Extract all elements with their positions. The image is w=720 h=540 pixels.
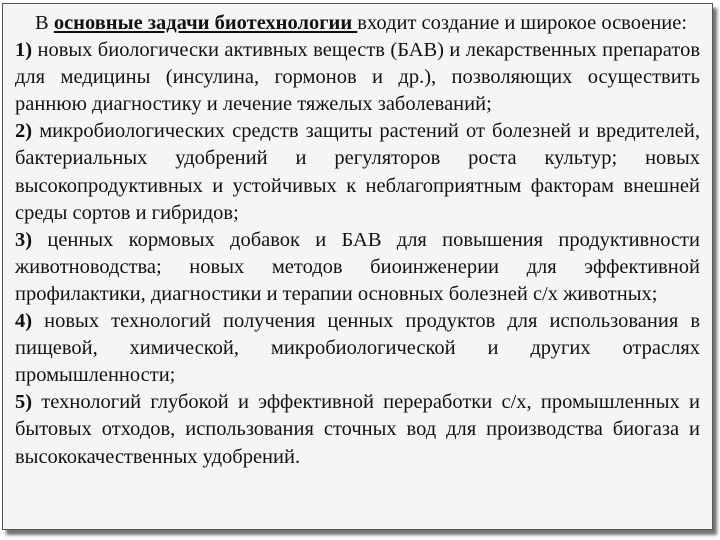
item-number: 4) [15, 310, 33, 333]
body-text [15, 10, 700, 471]
text-frame [2, 3, 713, 530]
item-text: новых технологий получения ценных продуктов для использования в пищевой, химической, микробиологической и других отраслях промышленности; [15, 310, 700, 387]
item-text: микробиологических средств защиты растений от болезней и вредителей, бактериальных удобрений и регуляторов роста культур; новых высокопродуктивных и устойчивых к неблагоприятным факторам внешней среды сортов и гибридов; [15, 120, 700, 224]
item-number: 2) [15, 120, 33, 143]
list-item-2 [15, 118, 700, 226]
list-item-3 [15, 227, 700, 308]
intro-paragraph [15, 10, 700, 37]
item-number: 1) [15, 39, 33, 62]
item-number: 5) [15, 391, 33, 414]
list-item-5 [15, 389, 700, 470]
intro-lead: В [35, 12, 54, 34]
item-number: 3) [15, 228, 33, 251]
item-text: новых биологически активных веществ (БАВ) и лекарственных препаратов для медицины (инсулина, гормонов и др.), позволяющих осуществить раннюю диагностику и лечение тяжелых заболеваний; [15, 39, 700, 116]
item-text: технологий глубокой и эффективной переработки с/х, промышленных и бытовых отходов, использования сточных вод для производства биогаза и высококачественных удобрений. [15, 391, 700, 468]
item-text: ценных кормовых добавок и БАВ для повышения продуктивности животноводства; новых методов биоинженерии для эффективной профилактики, диагностики и терапии основных болезней с/х животных; [15, 228, 700, 305]
list-item-1 [15, 37, 700, 118]
list-item-4 [15, 308, 700, 389]
intro-highlight: основные задачи биотехнологии [53, 12, 358, 34]
intro-rest: входит создание и широкое освоение: [357, 12, 688, 34]
